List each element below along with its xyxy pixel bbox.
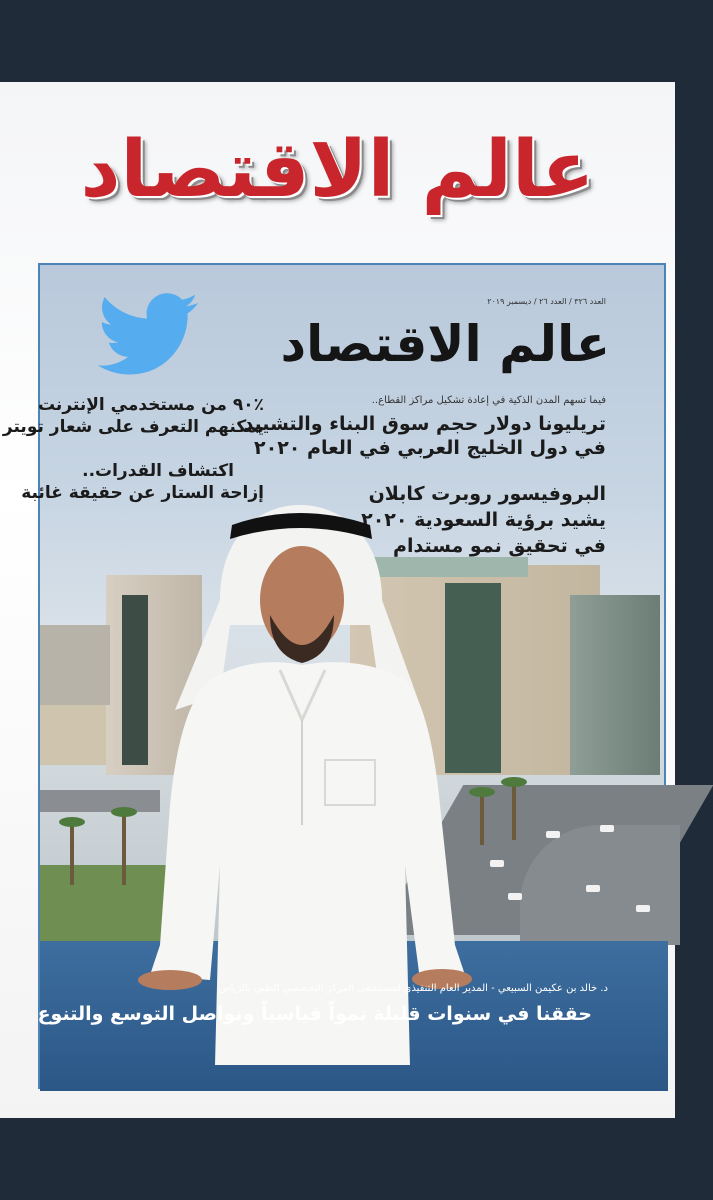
right-story-2-line-3: في تحقيق نمو مستدام bbox=[393, 535, 606, 557]
right-story-1-line-2: في دول الخليج العربي في العام ٢٠٢٠ bbox=[254, 437, 606, 459]
right-story-2-line-2: يشيد برؤية السعودية ٢٠٢٠ bbox=[361, 509, 606, 531]
city-distance bbox=[40, 625, 110, 705]
top-dark-bar bbox=[0, 0, 675, 82]
car bbox=[636, 905, 650, 912]
car bbox=[490, 860, 504, 867]
building-right bbox=[570, 595, 660, 775]
car bbox=[546, 831, 560, 838]
car bbox=[600, 825, 614, 832]
right-story-1-kicker: فيما تسهم المدن الذكية في إعادة تشكيل مراكز القطاع.. bbox=[371, 395, 606, 406]
left-story-1-line-2: يمكنهم التعرف على شعار تويتر bbox=[2, 417, 264, 437]
car bbox=[508, 893, 522, 900]
right-story-2-line-1: البروفيسور روبرت كابلان bbox=[368, 483, 606, 505]
magazine-masthead: عالم الاقتصاد bbox=[80, 125, 595, 215]
palm-frond bbox=[59, 817, 85, 827]
palm-frond bbox=[501, 777, 527, 787]
twitter-bird-icon bbox=[98, 293, 198, 375]
cover-masthead: عالم الاقتصاد bbox=[280, 315, 610, 373]
banner-subtitle: د. خالد بن عكيمن السبيعي - المدير العام التنفيذي لمستشفى المركز التخصصي الطبي بالرياض bbox=[218, 983, 608, 994]
magazine-page bbox=[0, 82, 675, 1118]
car bbox=[586, 885, 600, 892]
palm-tree bbox=[512, 785, 516, 840]
low-building bbox=[40, 705, 106, 765]
bottom-dark-bar bbox=[0, 1118, 675, 1200]
palm-tree bbox=[70, 825, 74, 885]
left-story-2-line-2: إزاحة الستار عن حقيقة غائبة bbox=[21, 483, 264, 503]
palm-tree bbox=[480, 795, 484, 845]
left-story-1-line-1: ٪٩٠ من مستخدمي الإنترنت bbox=[37, 395, 264, 415]
banner-headline: حققنا في سنوات قليلة نمواً قياسياً ونواصل التوسع والتنوع bbox=[37, 1003, 592, 1025]
right-story-1-line-1: تريليونا دولار حجم سوق البناء والتشييد bbox=[243, 413, 606, 435]
cover-image bbox=[2, 263, 666, 1089]
left-story-2-line-1: اكتشاف القدرات.. bbox=[82, 461, 234, 481]
issue-line: العدد ٣٢٦ / العدد ٢٦ / ديسمبر ٢٠١٩ bbox=[487, 297, 606, 306]
